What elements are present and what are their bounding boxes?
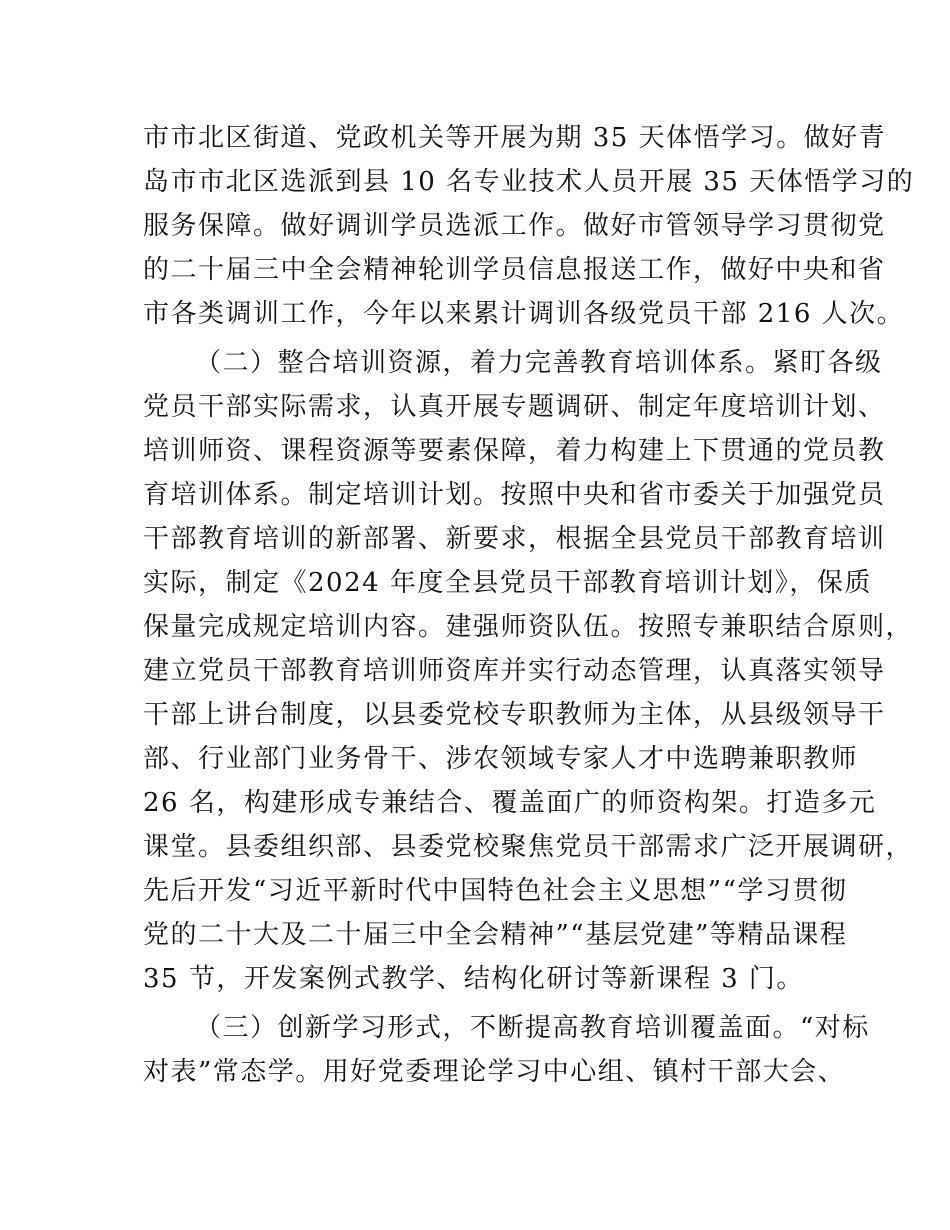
text-line: 干部上讲台制度，以县委党校专职教师为主体，从县级领导干 <box>143 700 886 730</box>
text-line: 26 名，构建形成专兼结合、覆盖面广的师资构架。打造多元 <box>143 788 877 818</box>
text-line: 党员干部实际需求，认真开展专题调研、制定年度培训计划、 <box>143 392 886 422</box>
text-line: 干部教育培训的新部署、新要求，根据全县党员干部教育培训 <box>143 524 886 554</box>
section-heading-2: （二）整合培训资源，着力完善教育培训体系。紧盯各级 <box>195 348 883 378</box>
text-line: 实际，制定《2024 年度全县党员干部教育培训计划》，保质 <box>143 568 872 598</box>
text-line: 课堂。县委组织部、县委党校聚焦党员干部需求广泛开展调研， <box>143 832 914 862</box>
text-line: 建立党员干部教育培训师资库并实行动态管理，认真落实领导 <box>143 656 886 686</box>
text-line: 市各类调训工作，今年以来累计调训各级党员干部 216 人次。 <box>143 299 905 329</box>
text-line: 保量完成规定培训内容。建强师资队伍。按照专兼职结合原则， <box>143 612 914 642</box>
text-line: 培训师资、课程资源等要素保障，着力构建上下贯通的党员教 <box>143 436 886 466</box>
text-line: 先后开发“习近平新时代中国特色社会主义思想”“学习贯彻 <box>143 876 848 906</box>
text-line: 育培训体系。制定培训计划。按照中央和省市委关于加强党员 <box>143 480 886 510</box>
text-line: 部、行业部门业务骨干、涉农领域专家人才中选聘兼职教师 <box>143 744 859 774</box>
text-line: 市市北区街道、党政机关等开展为期 35 天体悟学习。做好青 <box>143 123 887 153</box>
text-line: 对表”常态学。用好党委理论学习中心组、镇村干部大会、 <box>143 1057 846 1087</box>
text-line: 35 节，开发案例式教学、结构化研讨等新课程 3 门。 <box>143 964 804 994</box>
text-line: 服务保障。做好调训学员选派工作。做好市管领导学习贯彻党 <box>143 211 886 241</box>
text-line: 党的二十大及二十届三中全会精神”“基层党建”等精品课程 <box>143 920 848 950</box>
text-line: 的二十届三中全会精神轮训学员信息报送工作，做好中央和省 <box>143 255 886 285</box>
section-heading-3: （三）创新学习形式，不断提高教育培训覆盖面。“对标 <box>195 1013 870 1043</box>
text-line: 岛市市北区选派到县 10 名专业技术人员开展 35 天体悟学习的 <box>143 167 915 197</box>
